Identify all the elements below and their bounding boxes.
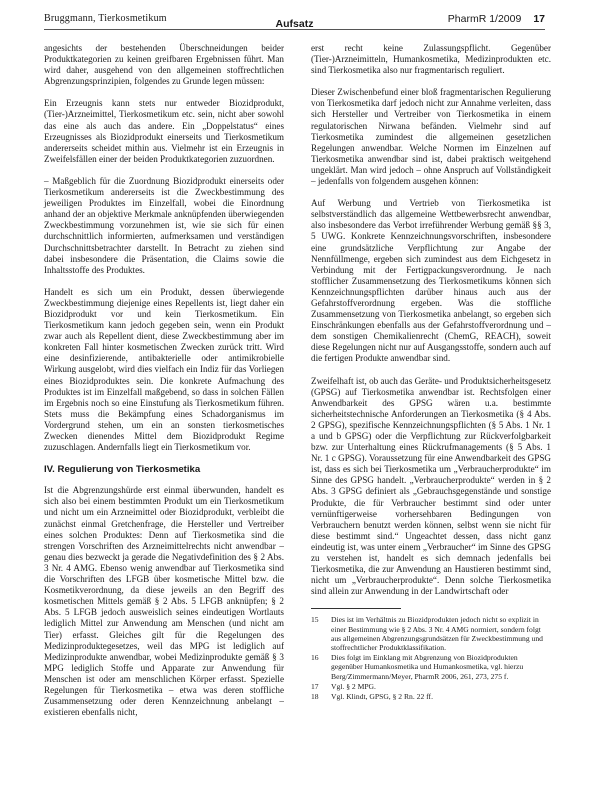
left-paragraph-4: Handelt es sich um ein Produkt, dessen überwiegende Zweckbestimmung diejenige eines Repellents ist, liegt daher ein Biozidprodukt vor und kein Tierkosmetikum. Ein Tierkosmetikum kann jedoch gegeben sein, wenn ein Produkt zwar auch als Repellent dient, diese Zweckbestimmung aber im konkreten Fall hinter kosmetischen Zwecken zurück tritt. Wird eine desinfizierende, antibakterielle oder antimikrobielle Wirkung ausgelobt, wird dies vielfach ein Indiz für das Vorliegen eines Biozidproduktes sein. Die konkrete Aufmachung des Produktes ist im Einzelfall maßgebend, so dass in solchen Fällen im Ergebnis noch so eine Einstufung als Tierkosmetikum führen. Stets muss die Bekämpfung eines Schadorganismus im Vordergrund stehen, um ein an sonsten tierkosmetisches Zwecken dienendes Mittel dem Biozidprodukt Regime zuzuschlagen. Andernfalls liegt ein Tierkosmetikum vor. — [44, 286, 284, 453]
right-paragraph-2: Dieser Zwischenbefund einer bloß fragmentarischen Regulierung von Tierkosmetika darf jedoch nicht zur Annahme verleiten, dass sich Hersteller und Vertreiber von Tierkosmetika in einem regulatorischen Nirwana befänden. Vielmehr sind auf Tierkosmetika zumindest die allgemeinen gesetzlichen Regelungen anwendbar. Welche Normen im Einzelnen auf Tierkosmetika anwendbar sind ist, dabei praktisch weitgehend ungeklärt. Man wird jedoch – ohne Anspruch auf Vollständigkeit – jedenfalls von folgendem ausgehen können: — [311, 87, 551, 187]
left-paragraph-3: – Maßgeblich für die Zuordnung Biozidprodukt einerseits oder Tierkosmetikum andererseits ist die Zweckbestimmung des jeweiligen Produktes im Einzelfall, wobei die Einordnung anhand der an objektive Merkmale anknüpfenden überwiegenden Zweckbestimmung vorzunehmen ist, wie sie sich für einen durchschnittlich informierten, aufmerksamen und verständigen Durchschnittsbetrachter darstellt. In Betracht zu ziehen sind dabei insbesondere die Präsentation, die Claims sowie die Inhaltsstoffe des Produktes. — [44, 175, 284, 275]
running-header — [44, 6, 545, 28]
footnote — [311, 653, 551, 681]
footnote — [311, 692, 551, 701]
footnote-text: Dies folgt im Einklang mit Abgrenzung von Biozidprodukten gegenüber Humankosmetika und Humankosmetika, vgl. hierzu Berg/Zimmermann/Meyer, PharmR 2006, 261, 273, 275 f. — [331, 653, 524, 681]
header-divider — [44, 29, 545, 30]
header-author-title: Bruggmann, Tierkosmetikum — [44, 13, 167, 24]
footnote-number: 18 — [311, 692, 319, 702]
footnote-text: Vgl. § 2 MPG. — [331, 681, 376, 691]
header-page-number: 17 — [533, 13, 545, 25]
left-column — [44, 43, 284, 729]
left-paragraph-2: Ein Erzeugnis kann stets nur entweder Biozidprodukt, (Tier-)Arzneimittel, Tierkosmetikum etc. sein, nicht aber sowohl das eine als auch das andere. Ein „Doppelstatus“ eines Erzeugnisses als Biozidprodukt einerseits und Tierkosmetikum andererseits scheidet mithin aus. Vielmehr ist ein Erzeugnis in Zweifelsfällen einer der beiden Produktkategorien zuzuordnen. — [44, 98, 284, 164]
left-paragraph-5: Ist die Abgrenzungshürde erst einmal überwunden, handelt es sich also bei einem bestimmten Produkt um ein Tierkosmetikum und nicht um ein Arzneimittel oder Biozidprodukt, verbleibt die zunächst einmal Gretchenfrage, die Hersteller und Vertreiber eines solchen Produktes: Denn auf Tierkosmetika sind die strengen Vorschriften des Arzneimittelrechts nicht anwendbar – genau dies bezweckt ja gerade die Negativdefinition des § 2 Abs. 3 Nr. 4 AMG. Ebenso wenig anwendbar auf Tierkosmetika sind die Vorschriften des LFGB über kosmetische Mittel bzw. die Kosmetikverordnung, da diese jeweils an den Begriff des kosmetischen Mittels gemäß § 2 Abs. 5 LFGB anknüpfen; § 2 Abs. 5 LFGB jedoch ausweislich seines eindeutigen Wortlauts lediglich Mittel zur Anwendung am Menschen (und nicht am Tier) erfasst. Gleiches gilt für die Regelungen des Medizinproduktegesetzes, weil das MPG ist lediglich auf Medizinprodukte anwendbar, wobei Medizinprodukte gemäß § 3 MPG lediglich Stoffe und Apparate zur Anwendung für Menschen ist oder am menschlichen Körper erfasst. Spezielle Regelungen für Tierkosmetika – etwa was deren stoffliche Zusammensetzung oder deren Kennzeichnung anbelangt – existieren ebenfalls nicht, — [44, 485, 284, 718]
header-journal-info — [448, 13, 545, 25]
footnote-number: 17 — [311, 681, 319, 691]
footnote-divider — [311, 608, 401, 609]
right-paragraph-3: Auf Werbung und Vertrieb von Tierkosmetika ist selbstverständlich das allgemeine Wettbewerbsrecht anwendbar, also insbesondere das Verbot irreführender Werbung gemäß §§ 3, 5 UWG. Konkrete Kennzeichnungsvorschriften, insbesondere eine grundsätzliche Verpflichtung zur Angabe der Nennfüllmenge, ergeben sich zumindest aus dem Eichgesetz in Verbindung mit der Fertigpackungsverordnung. Je nach stofflicher Zusammensetzung des Tierkosmetikums können sich Kennzeichnungspflichten darüber hinaus auch aus der Gefahrstoffverordnung ergeben. Was die stoffliche Zusammensetzung von Tierkosmetika anbelangt, so ergeben sich Einschränkungen ebenfalls aus der Gefahrstoffverordnung und – dem sonstigen Chemikalienrecht (ChemG, REACH), soweit diese Regelungen nicht nur auf Ausgangsstoffe, sondern auch auf die fertigen Produkte anwendbar sind. — [311, 198, 551, 364]
footnote — [311, 682, 551, 691]
right-column — [311, 43, 551, 702]
footnote-number: 15 — [311, 615, 319, 625]
footnote-text: Vgl. Klindt, GPSG, § 2 Rn. 22 ff. — [331, 692, 433, 702]
section-heading: IV. Regulierung von Tierkosmetika — [44, 464, 201, 476]
header-journal-issue: PharmR 1/2009 — [447, 13, 522, 25]
footnote-text: Dies ist im Verhältnis zu Biozidprodukten jedoch nicht so explizit in einer Bestimmung wie § 2 Abs. 3 Nr. 4 AMG normiert, sondern folgt aus allgemeinen Abgrenzungsgrundsätzen für Zweckbestimmung und stoffrechtlicher Produktklassifikation. — [331, 615, 543, 653]
footnote — [311, 615, 551, 652]
header-section-label: Aufsatz — [275, 18, 314, 30]
footnote-number: 16 — [311, 653, 319, 663]
right-paragraph-1: erst recht keine Zulassungspflicht. Gegenüber (Tier-)Arzneimitteln, Humankosmetika, Medizinprodukten etc. sind Tierkosmetika also nur fragmentarisch reguliert. — [311, 43, 551, 76]
left-paragraph-1: angesichts der bestehenden Überschneidungen beider Produktkategorien zu keinen greifbaren Ergebnissen führt. Man wird daher, ausgehend von den allgemeinen stoffrechtlichen Abgrenzungsprinzipien, folgendes zu Grunde legen müssen: — [44, 43, 284, 87]
right-paragraph-4: Zweifelhaft ist, ob auch das Geräte- und Produktsicherheitsgesetz (GPSG) auf Tierkosmetika anwendbar ist. Rechtsfolgen einer Anwendbarkeit des GPSG wären u.a. bestimmte sicherheitstechnische Anforderungen an Tierkosmetika (§ 4 Abs. 2 GPSG), spezifische Kennzeichnungspflichten (§ 5 Abs. 1 Nr. 1 a und b GPSG) oder die Verpflichtung zur Rückverfolgbarkeit bzw. zur Unterhaltung eines Rückrufmanagements (§ 5 Abs. 1 Nr. 1 c GPSG). Voraussetzung für eine Anwendbarkeit des GPSG ist, dass es sich bei Tierkosmetika um „Verbraucherprodukte“ im Sinne des GPSG handelt. „Verbraucherprodukte“ werden in § 2 Abs. 3 GPSG definiert als „Gebrauchsgegenstände und sonstige Produkte, die für Verbraucher bestimmt sind oder unter vernünftigerweise vorhersehbaren Bedingungen von Verbrauchern benutzt werden können, selbst wenn sie nicht für diese bestimmt sind.“ Ungeachtet dessen, dass nicht ganz eindeutig ist, was unter einem „Verbraucher“ im Sinne des GPSG zu verstehen ist, handelt es sich demnach jedenfalls bei Tierkosmetika, die zur Anwendung an Haustieren bestimmt sind, nicht um „Verbraucherprodukte“. Denn solche Tierkosmetika sind allein zur Anwendung in der Landwirtschaft oder — [311, 375, 551, 597]
